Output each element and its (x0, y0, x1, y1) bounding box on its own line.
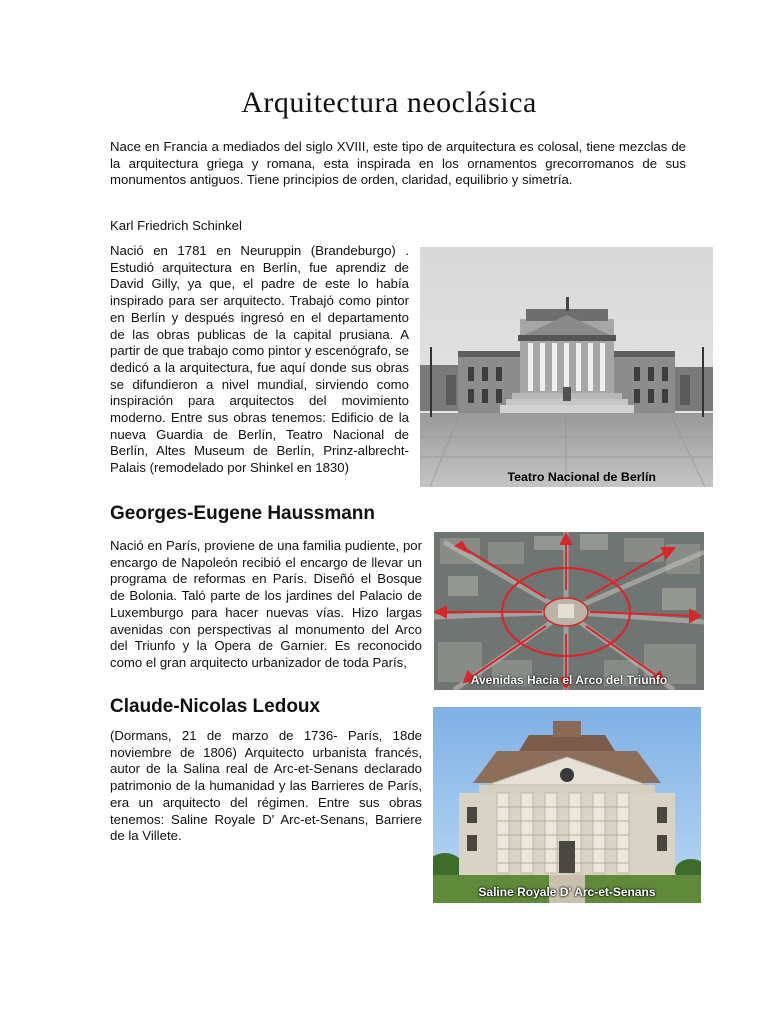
saline-caption: Saline Royale D' Arc-et-Senans (478, 885, 656, 899)
schinkel-name: Karl Friedrich Schinkel (110, 218, 242, 233)
page-title: Arquitectura neoclásica (241, 86, 537, 119)
ledoux-bio: (Dormans, 21 de marzo de 1736- París, 18de noviembre de 1806) Arquitecto urbanista francés, autor de la Salina real de Arc-et-Senans declarado patrimonio de la humanidad y las Barrieres de París, era un arquitecto del régimen. Entre sus obras tenemos: Saline Royale D' Arc-et-Senans, Barriere de la Villete. (110, 728, 422, 844)
berlin-theatre-photo (420, 247, 713, 487)
arc-avenues-photo (434, 532, 704, 690)
haussmann-heading: Georges-Eugene Haussmann (110, 503, 376, 524)
schinkel-bio: Nació en 1781 en Neuruppin (Brandeburgo) . Estudió arquitectura en Berlín, fue aprendiz de David Gilly, ya que, el padre de este lo había inspirado para ser arquitecto. Trabajó como pintor en Berlín y después ingresó en el departamento de las obras publicas de la capital prusiana. A partir de que trabajo como pintor y escenógrafo, se dedicó a la arquitectura, fue aquí donde sus obras se difundieron a nivel mundial, sirviendo como inspiración para arquitectos del movimiento moderno. Entre sus obras tenemos: Edificio de la nueva Guardia de Berlín, Teatro Nacional de Berlín, Altes Museum de Berlín, Prinz-albrecht-Palais (remodelado por Shinkel en 1830) (110, 243, 409, 476)
ledoux-heading: Claude-Nicolas Ledoux (110, 696, 321, 717)
intro-paragraph: Nace en Francia a mediados del siglo XVIII, este tipo de arquitectura es colosal, tiene mezclas de la arquitectura griega y romana, esta inspirada en los ornamentos grecorromanos de sus monumentos antiguos. Tiene principios de orden, claridad, equilibrio y simetría. (110, 139, 686, 188)
berlin-theatre-image (420, 247, 713, 487)
saline-royale-photo (433, 707, 701, 903)
paris-caption: Avenidas Hacia el Arco del Triunfo (470, 673, 668, 687)
arc-avenues-image (434, 532, 704, 690)
berlin-caption: Teatro Nacional de Berlín (507, 470, 656, 484)
saline-royale-image (433, 707, 701, 903)
haussmann-bio: Nació en París, proviene de una familia pudiente, por encargo de Napoleón recibió el encargo de llevar un programa de reformas en París. Diseñó el Bosque de Bolonia. Taló parte de los jardines del Palacio de Luxemburgo para hacer nuevas vías. Hizo largas avenidas con perspectivas al monumento del Arco del Triunfo y la Opera de Garnier. Es reconocido como el gran arquitecto urbanizador de toda París, (110, 538, 422, 670)
